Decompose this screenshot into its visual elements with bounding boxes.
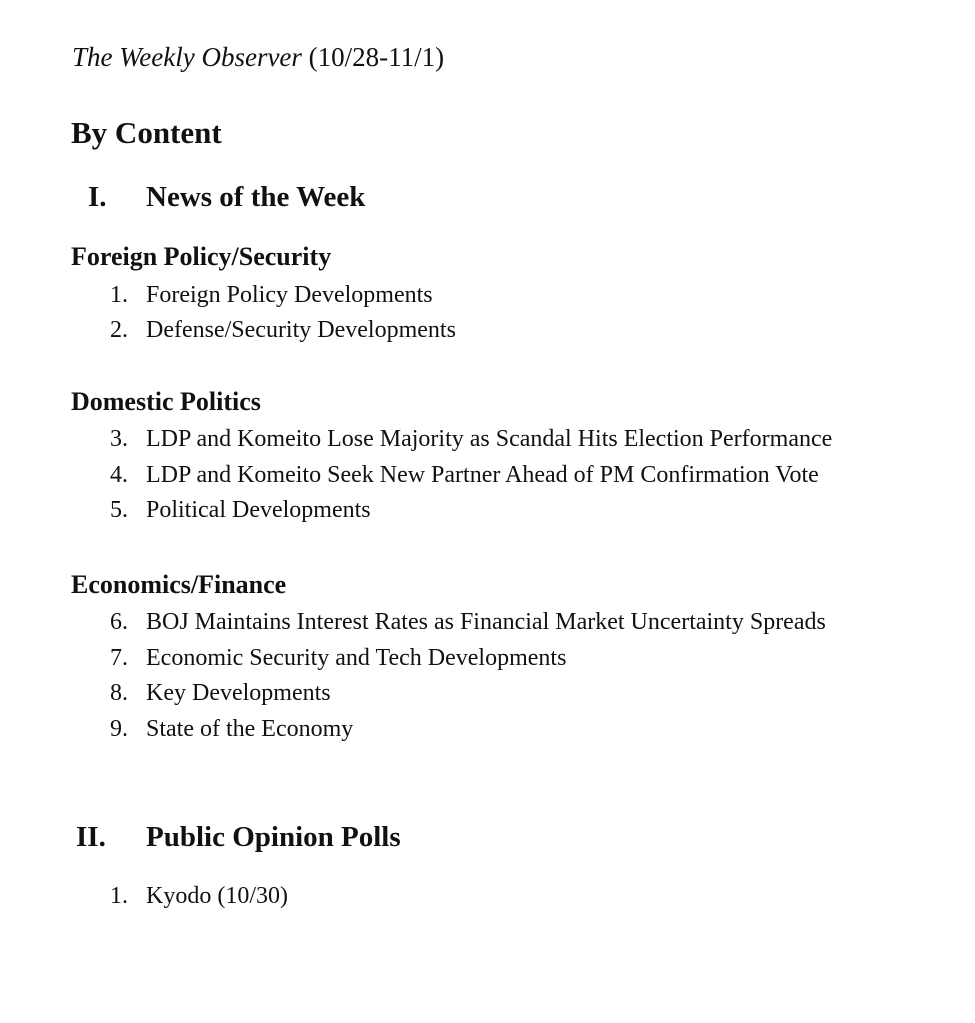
list-item-text[interactable]: Economic Security and Tech Developments (146, 645, 567, 671)
list-item-number: 2. (110, 317, 128, 343)
list-item-number: 5. (110, 497, 128, 523)
list-item-text[interactable]: Key Developments (146, 680, 331, 706)
list-item-text[interactable]: State of the Economy (146, 716, 354, 742)
page-title: By Content (71, 115, 222, 150)
list-item-number: 4. (110, 462, 128, 488)
date-range: (10/28-11/1) (308, 42, 445, 72)
list-item-text[interactable]: BOJ Maintains Interest Rates as Financial Market Uncertainty Spreads (146, 609, 826, 635)
list-item-number: 6. (110, 609, 128, 635)
category-heading-economics: Economics/Finance (71, 570, 287, 599)
category-heading-domestic-politics: Domestic Politics (71, 387, 261, 416)
list-item-number: 1. (110, 883, 128, 909)
list-item-text[interactable]: LDP and Komeito Lose Majority as Scandal Hits Election Performance (146, 426, 833, 452)
category-heading-foreign-policy: Foreign Policy/Security (71, 242, 332, 271)
section-numeral-2: II. (76, 821, 106, 853)
section-numeral-1: I. (88, 181, 107, 213)
list-item-number: 8. (110, 680, 128, 706)
list-item-number: 1. (110, 282, 128, 308)
list-item-number: 7. (110, 645, 128, 671)
list-item-text[interactable]: Defense/Security Developments (146, 317, 456, 343)
section-heading-news: News of the Week (146, 181, 366, 213)
list-item-text[interactable]: LDP and Komeito Seek New Partner Ahead of PM Confirmation Vote (146, 462, 819, 488)
list-item-number: 9. (110, 716, 128, 742)
section-heading-polls: Public Opinion Polls (146, 821, 401, 853)
list-item-text[interactable]: Foreign Policy Developments (146, 282, 433, 308)
list-item-number: 3. (110, 426, 128, 452)
list-item-text[interactable]: Political Developments (146, 497, 371, 523)
list-item-text[interactable]: Kyodo (10/30) (146, 883, 288, 909)
publication-title: The Weekly Observer (72, 42, 302, 72)
document-header (72, 39, 444, 75)
